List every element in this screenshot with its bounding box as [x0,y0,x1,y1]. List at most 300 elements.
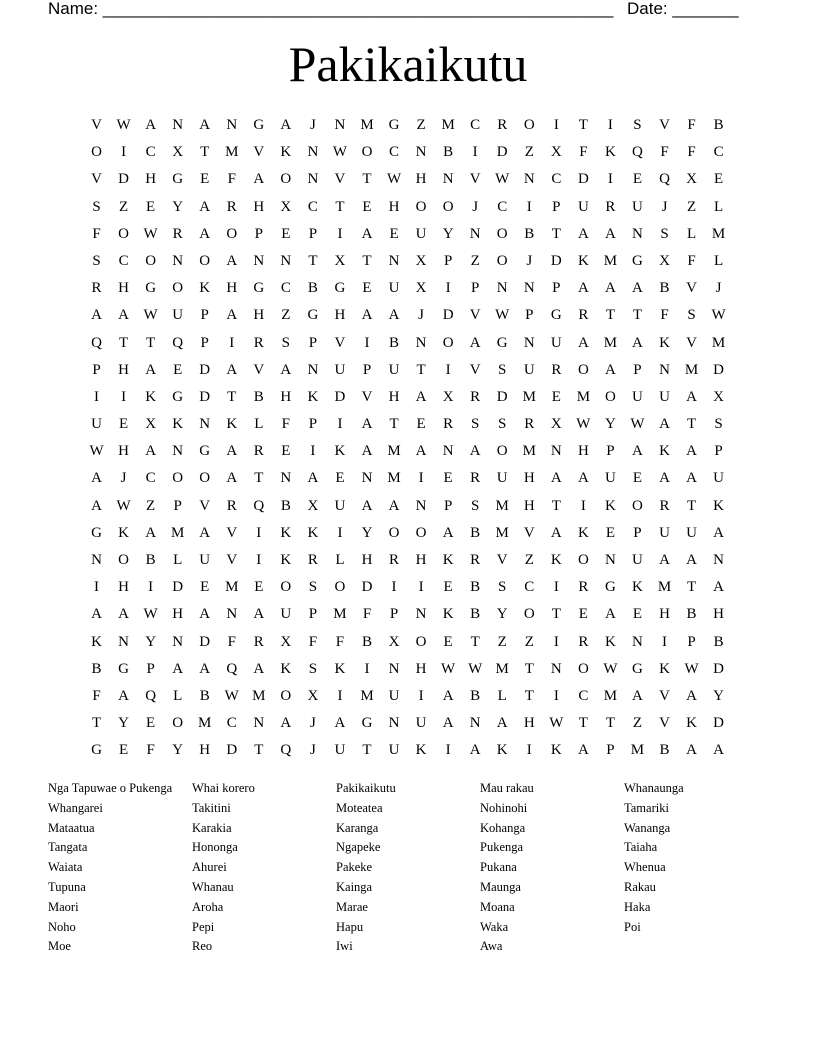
grid-cell[interactable]: U [388,361,400,378]
grid-cell[interactable]: B [659,742,670,759]
grid-cell[interactable]: A [145,443,157,460]
grid-cell[interactable]: T [632,307,643,324]
grid-cell[interactable]: Q [280,742,292,759]
grid-cell[interactable]: G [172,388,184,405]
grid-cell[interactable]: K [118,524,129,541]
grid-cell[interactable]: A [253,660,265,677]
grid-cell[interactable]: N [659,361,670,378]
grid-cell[interactable]: I [445,361,451,378]
grid-cell[interactable]: E [254,579,264,596]
grid-cell[interactable]: R [226,198,237,215]
grid-cell[interactable]: X [145,416,157,433]
grid-cell[interactable]: B [91,660,102,677]
grid-cell[interactable]: M [684,361,699,378]
grid-cell[interactable]: A [469,443,481,460]
grid-cell[interactable]: P [200,334,209,351]
grid-cell[interactable]: F [687,117,696,133]
grid-cell[interactable]: V [199,497,211,514]
grid-cell[interactable]: A [659,552,670,568]
grid-cell[interactable]: U [388,280,400,297]
grid-cell[interactable]: I [337,687,343,704]
grid-cell[interactable]: D [577,171,589,188]
grid-cell[interactable]: T [91,715,102,732]
grid-cell[interactable]: N [334,117,346,133]
grid-cell[interactable]: A [226,443,238,460]
grid-cell[interactable]: P [308,606,318,623]
grid-cell[interactable]: R [253,633,264,650]
grid-cell[interactable]: C [118,252,129,269]
grid-cell[interactable]: J [472,198,479,215]
grid-cell[interactable]: O [118,225,129,242]
grid-cell[interactable]: T [118,334,129,351]
grid-cell[interactable]: M [576,388,591,405]
grid-cell[interactable]: T [470,633,480,650]
grid-cell[interactable]: H [118,361,129,378]
grid-cell[interactable]: W [143,307,158,324]
grid-cell[interactable]: O [415,524,427,541]
grid-cell[interactable]: R [443,416,454,433]
grid-cell[interactable]: A [686,742,697,759]
grid-cell[interactable]: V [226,552,238,568]
grid-cell[interactable]: G [388,117,400,133]
grid-cell[interactable]: A [199,117,211,133]
grid-cell[interactable]: X [280,633,292,650]
grid-cell[interactable]: A [713,579,725,596]
grid-cell[interactable]: Y [496,606,508,623]
grid-cell[interactable]: U [632,198,643,215]
grid-cell[interactable]: B [199,687,210,704]
grid-cell[interactable]: R [497,117,508,133]
grid-cell[interactable]: D [361,579,373,596]
grid-cell[interactable]: A [442,715,454,732]
grid-cell[interactable]: I [94,579,100,596]
name-field[interactable]: Name: ______________________________________________________ [48,0,614,18]
grid-cell[interactable]: D [550,252,562,269]
grid-cell[interactable]: J [309,742,316,759]
grid-cell[interactable]: I [256,524,262,541]
grid-cell[interactable]: A [659,416,670,433]
grid-cell[interactable]: P [362,361,372,378]
grid-cell[interactable]: B [659,280,670,297]
grid-cell[interactable]: R [253,443,264,460]
grid-cell[interactable]: X [550,416,562,433]
grid-cell[interactable]: R [470,388,481,405]
grid-cell[interactable]: O [577,552,589,568]
grid-cell[interactable]: P [633,361,642,378]
grid-cell[interactable]: G [334,280,346,297]
grid-cell[interactable]: O [199,470,211,487]
grid-cell[interactable]: U [172,307,184,324]
grid-cell[interactable]: N [388,660,400,677]
grid-cell[interactable]: I [256,552,262,568]
grid-cell[interactable]: N [388,715,400,732]
grid-cell[interactable]: H [118,579,129,596]
grid-cell[interactable]: A [199,524,211,541]
grid-cell[interactable]: Q [91,334,102,351]
grid-cell[interactable]: J [661,198,668,215]
grid-cell[interactable]: A [577,280,589,297]
grid-cell[interactable]: I [445,280,451,297]
grid-cell[interactable]: A [604,606,616,623]
grid-cell[interactable]: J [120,470,127,487]
grid-cell[interactable]: I [391,579,397,596]
grid-cell[interactable]: Z [632,715,643,732]
grid-cell[interactable]: V [91,171,102,188]
grid-cell[interactable]: G [91,524,102,541]
grid-cell[interactable]: G [145,280,157,297]
grid-cell[interactable]: P [173,497,182,514]
grid-cell[interactable]: D [199,633,211,650]
grid-cell[interactable]: H [172,606,184,623]
grid-cell[interactable]: M [441,117,455,133]
grid-cell[interactable]: N [388,252,400,269]
grid-cell[interactable]: U [280,606,292,623]
grid-cell[interactable]: F [92,687,101,704]
grid-cell[interactable]: G [550,307,562,324]
grid-cell[interactable]: U [334,497,346,514]
grid-cell[interactable]: S [308,660,318,677]
grid-cell[interactable]: A [361,307,373,324]
grid-cell[interactable]: T [686,579,697,596]
grid-cell[interactable]: G [632,660,643,677]
grid-cell[interactable]: X [172,144,184,161]
grid-cell[interactable]: N [307,361,319,378]
grid-cell[interactable]: M [522,443,536,460]
grid-cell[interactable]: Z [146,497,156,514]
grid-cell[interactable]: X [280,198,292,215]
grid-cell[interactable]: H [415,660,427,677]
grid-cell[interactable]: O [577,361,589,378]
grid-cell[interactable]: M [603,252,618,269]
grid-cell[interactable]: R [470,552,481,568]
grid-cell[interactable]: U [523,361,535,378]
grid-cell[interactable]: P [308,334,318,351]
grid-cell[interactable]: A [686,388,697,405]
grid-cell[interactable]: K [604,633,616,650]
grid-cell[interactable]: B [145,552,156,568]
grid-cell[interactable]: P [308,416,318,433]
grid-cell[interactable]: K [713,497,725,514]
grid-cell[interactable]: A [496,715,508,732]
grid-cell[interactable]: X [713,388,725,405]
grid-cell[interactable]: L [173,552,183,568]
grid-cell[interactable]: E [200,171,210,188]
grid-cell[interactable]: X [442,388,454,405]
grid-cell[interactable]: K [659,334,670,351]
grid-cell[interactable]: H [659,606,670,623]
grid-cell[interactable]: F [362,606,372,623]
grid-cell[interactable]: T [335,198,345,215]
grid-cell[interactable]: T [362,252,372,269]
grid-cell[interactable]: R [470,470,481,487]
grid-cell[interactable]: A [91,307,102,324]
grid-cell[interactable]: M [360,687,374,704]
grid-cell[interactable]: Y [172,742,184,759]
grid-cell[interactable]: N [523,171,535,188]
grid-cell[interactable]: B [713,633,724,650]
grid-cell[interactable]: V [361,388,373,405]
grid-cell[interactable]: O [577,660,589,677]
grid-cell[interactable]: D [226,742,238,759]
grid-cell[interactable]: I [418,579,424,596]
grid-cell[interactable]: N [550,443,562,460]
grid-cell[interactable]: Z [524,552,534,568]
grid-cell[interactable]: S [633,117,642,133]
grid-cell[interactable]: Y [361,524,373,541]
grid-cell[interactable]: C [551,171,562,188]
grid-cell[interactable]: W [468,660,483,677]
grid-cell[interactable]: W [630,416,645,433]
grid-cell[interactable]: T [227,388,237,405]
grid-cell[interactable]: E [362,280,372,297]
grid-cell[interactable]: V [496,552,508,568]
grid-cell[interactable]: K [442,552,454,568]
grid-cell[interactable]: A [550,470,562,487]
grid-cell[interactable]: X [388,633,400,650]
grid-cell[interactable]: K [550,742,562,759]
grid-cell[interactable]: N [442,171,454,188]
grid-cell[interactable]: T [605,307,615,324]
grid-cell[interactable]: M [711,225,726,242]
grid-cell[interactable]: A [226,307,238,324]
grid-cell[interactable]: C [497,198,508,215]
grid-cell[interactable]: P [606,742,615,759]
grid-cell[interactable]: P [552,198,561,215]
grid-cell[interactable]: N [91,552,102,568]
grid-cell[interactable]: Z [470,252,480,269]
grid-cell[interactable]: W [684,660,699,677]
grid-cell[interactable]: P [714,443,723,460]
grid-cell[interactable]: Q [226,660,238,677]
grid-cell[interactable]: O [226,225,238,242]
grid-cell[interactable]: A [361,416,373,433]
grid-cell[interactable]: Z [524,633,534,650]
grid-cell[interactable]: M [170,524,185,541]
grid-cell[interactable]: N [307,171,319,188]
grid-cell[interactable]: C [713,144,724,161]
grid-cell[interactable]: O [496,443,508,460]
grid-cell[interactable]: R [551,361,562,378]
grid-cell[interactable]: D [442,307,454,324]
grid-cell[interactable]: A [604,361,616,378]
grid-cell[interactable]: O [199,252,211,269]
grid-cell[interactable]: B [443,144,454,161]
grid-cell[interactable]: F [687,252,696,269]
grid-cell[interactable]: A [226,470,238,487]
grid-cell[interactable]: P [308,225,318,242]
grid-cell[interactable]: J [309,117,316,133]
grid-cell[interactable]: N [523,280,535,297]
grid-cell[interactable]: L [497,687,507,704]
grid-cell[interactable]: A [307,470,319,487]
grid-cell[interactable]: F [660,307,669,324]
grid-cell[interactable]: D [172,579,184,596]
grid-cell[interactable]: P [389,606,399,623]
grid-cell[interactable]: W [116,497,131,514]
grid-cell[interactable]: A [253,606,265,623]
grid-cell[interactable]: S [498,579,507,596]
grid-cell[interactable]: E [146,198,156,215]
grid-cell[interactable]: E [118,742,129,759]
grid-cell[interactable]: J [309,715,316,732]
grid-cell[interactable]: N [415,334,427,351]
grid-cell[interactable]: N [713,552,725,568]
grid-cell[interactable]: C [145,470,156,487]
grid-cell[interactable]: F [146,742,155,759]
grid-cell[interactable]: A [632,334,643,351]
grid-cell[interactable]: K [496,742,508,759]
grid-cell[interactable]: K [632,579,643,596]
grid-cell[interactable]: P [471,280,480,297]
grid-cell[interactable]: N [415,606,427,623]
grid-cell[interactable]: I [310,443,316,460]
grid-cell[interactable]: U [415,225,427,242]
grid-cell[interactable]: P [146,660,155,677]
grid-cell[interactable]: N [632,225,643,242]
grid-cell[interactable]: N [496,280,508,297]
grid-cell[interactable]: U [632,552,643,568]
grid-cell[interactable]: V [469,171,481,188]
grid-cell[interactable]: A [253,171,265,188]
grid-cell[interactable]: I [121,388,127,405]
grid-cell[interactable]: I [526,742,532,759]
grid-cell[interactable]: V [253,361,265,378]
grid-cell[interactable]: S [498,361,507,378]
grid-cell[interactable]: H [388,198,400,215]
grid-cell[interactable]: D [496,388,508,405]
grid-cell[interactable]: A [415,388,427,405]
grid-cell[interactable]: E [335,470,345,487]
grid-cell[interactable]: A [118,606,129,623]
grid-cell[interactable]: T [362,171,372,188]
grid-cell[interactable]: A [577,225,589,242]
grid-cell[interactable]: T [308,252,318,269]
grid-cell[interactable]: A [442,524,454,541]
grid-cell[interactable]: A [632,443,643,460]
grid-cell[interactable]: N [604,552,616,568]
grid-cell[interactable]: M [711,334,726,351]
grid-cell[interactable]: E [551,388,561,405]
grid-cell[interactable]: H [145,171,157,188]
grid-cell[interactable]: P [525,307,534,324]
grid-cell[interactable]: I [553,117,559,133]
grid-cell[interactable]: A [361,497,373,514]
grid-cell[interactable]: H [253,198,265,215]
grid-cell[interactable]: P [92,361,101,378]
grid-cell[interactable]: Y [713,687,725,704]
grid-cell[interactable]: O [280,687,292,704]
grid-cell[interactable]: F [308,633,318,650]
grid-cell[interactable]: N [172,443,184,460]
grid-cell[interactable]: P [443,252,453,269]
grid-cell[interactable]: R [307,552,318,568]
grid-cell[interactable]: I [526,198,532,215]
grid-cell[interactable]: M [387,443,401,460]
grid-cell[interactable]: I [418,687,424,704]
grid-cell[interactable]: E [200,579,210,596]
grid-cell[interactable]: H [415,552,427,568]
grid-cell[interactable]: O [523,117,535,133]
grid-cell[interactable]: M [630,742,645,759]
grid-cell[interactable]: B [686,606,697,623]
grid-cell[interactable]: S [687,307,696,324]
grid-cell[interactable]: F [687,144,696,161]
grid-cell[interactable]: T [416,361,426,378]
grid-cell[interactable]: N [469,225,481,242]
grid-cell[interactable]: G [91,742,102,759]
grid-cell[interactable]: S [471,497,480,514]
grid-cell[interactable]: O [415,198,427,215]
grid-cell[interactable]: H [415,171,427,188]
grid-cell[interactable]: A [280,715,292,732]
grid-cell[interactable]: Z [686,198,697,215]
grid-cell[interactable]: A [686,687,697,704]
grid-cell[interactable]: K [659,443,670,460]
grid-cell[interactable]: A [280,361,292,378]
grid-cell[interactable]: O [172,715,184,732]
grid-cell[interactable]: T [578,117,588,133]
grid-cell[interactable]: V [659,715,670,732]
grid-cell[interactable]: W [576,416,591,433]
grid-cell[interactable]: A [145,361,157,378]
grid-cell[interactable]: E [578,606,588,623]
grid-cell[interactable]: M [225,579,239,596]
grid-cell[interactable]: A [469,334,481,351]
grid-cell[interactable]: F [92,225,101,242]
grid-cell[interactable]: M [198,715,212,732]
grid-cell[interactable]: X [334,252,346,269]
grid-cell[interactable]: T [200,144,210,161]
grid-cell[interactable]: H [523,470,535,487]
grid-cell[interactable]: C [145,144,156,161]
grid-cell[interactable]: U [496,470,508,487]
grid-cell[interactable]: C [307,198,318,215]
grid-cell[interactable]: V [253,144,265,161]
grid-cell[interactable]: U [388,742,400,759]
grid-cell[interactable]: S [471,416,480,433]
grid-cell[interactable]: A [91,606,102,623]
grid-cell[interactable]: N [253,715,265,732]
grid-cell[interactable]: F [660,144,669,161]
grid-cell[interactable]: H [523,497,535,514]
grid-cell[interactable]: N [253,252,265,269]
grid-cell[interactable]: A [361,443,373,460]
grid-cell[interactable]: K [199,280,211,297]
grid-cell[interactable]: V [659,117,670,133]
grid-cell[interactable]: M [495,524,509,541]
grid-cell[interactable]: Y [172,198,184,215]
grid-cell[interactable]: U [713,470,725,487]
grid-cell[interactable]: M [387,470,401,487]
grid-cell[interactable]: I [121,144,127,161]
grid-cell[interactable]: H [226,280,238,297]
grid-cell[interactable]: B [307,280,318,297]
grid-cell[interactable]: I [94,388,100,405]
grid-cell[interactable]: R [659,497,670,514]
grid-cell[interactable]: G [199,443,211,460]
grid-cell[interactable]: O [415,633,427,650]
grid-cell[interactable]: V [334,334,346,351]
grid-cell[interactable]: S [92,198,101,215]
grid-cell[interactable]: W [143,225,158,242]
grid-cell[interactable]: D [496,144,508,161]
grid-cell[interactable]: E [173,361,183,378]
grid-cell[interactable]: W [711,307,726,324]
grid-cell[interactable]: A [145,524,157,541]
grid-cell[interactable]: Q [632,144,643,161]
grid-cell[interactable]: O [388,524,400,541]
grid-cell[interactable]: D [334,388,346,405]
